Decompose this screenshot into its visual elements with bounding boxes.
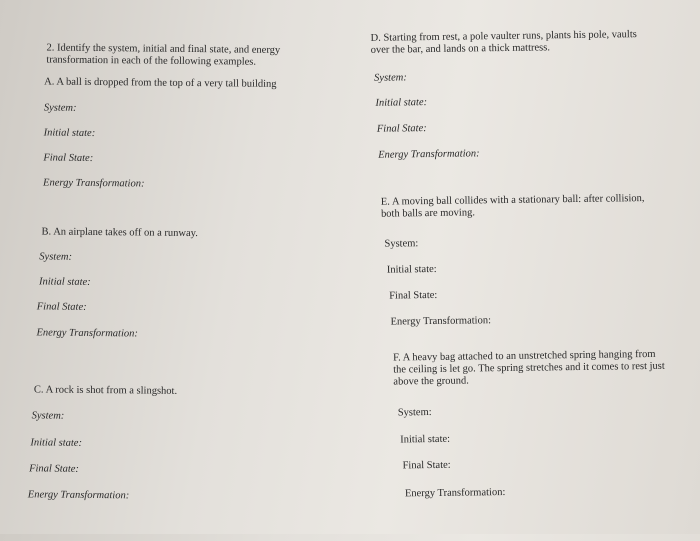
section-c-final-label: Final State: [29,463,80,475]
question-2-intro-line1: 2. Identify the system, initial and final state, and energy [46,42,281,56]
section-f-final-label: Final State: [402,459,451,472]
section-c-system-label: System: [31,410,65,422]
section-f-initial-label: Initial state: [400,433,451,446]
section-e-heading-line1: E. A moving ball collides with a stationary ball: after collision, [380,193,645,208]
section-b-system-label: System: [39,251,73,263]
section-f-heading-line3: above the ground. [393,375,469,388]
section-e-initial-label: Initial state: [386,263,437,276]
section-d-final-label: Final State: [376,123,427,135]
section-d-initial-label: Initial state: [375,97,428,109]
section-e-heading-line2: both balls are moving. [380,207,476,220]
section-a-final-label: Final State: [43,152,94,164]
section-e-system-label: System: [384,238,419,250]
section-b-heading: B. An airplane takes off on a runway. [41,226,198,240]
section-c-heading: C. A rock is shot from a slingshot. [33,384,178,397]
section-f-system-label: System: [397,407,432,419]
section-d-energy-label: Energy Transformation: [378,148,480,161]
section-b-energy-label: Energy Transformation: [36,327,138,340]
question-2-intro-line2: transformation in each of the following examples. [46,54,257,68]
section-c-initial-label: Initial state: [30,437,83,449]
section-b-initial-label: Initial state: [38,276,91,288]
section-f-heading-line1: F. A heavy bag attached to an unstretched spring hanging from [392,348,656,364]
section-e-energy-label: Energy Transformation: [390,315,492,328]
section-e-final-label: Final State: [389,289,438,302]
section-c-energy-label: Energy Transformation: [27,489,130,502]
section-d-heading-line1: D. Starting from rest, a pole vaulter runs, plants his pole, vaults [370,29,637,44]
section-b-final-label: Final State: [36,301,87,313]
section-d-heading-line2: over the bar, and lands on a thick mattress. [370,42,551,56]
section-f-heading-line2: the ceiling is let go. The spring stretches and it comes to rest just [393,360,665,376]
section-a-heading: A. A ball is dropped from the top of a very tall building [44,76,277,90]
section-d-system-label: System: [374,72,407,84]
section-a-energy-label: Energy Transformation: [43,177,145,190]
section-f-energy-label: Energy Transformation: [404,486,506,500]
section-a-system-label: System: [43,102,77,114]
section-a-initial-label: Initial state: [43,127,96,140]
